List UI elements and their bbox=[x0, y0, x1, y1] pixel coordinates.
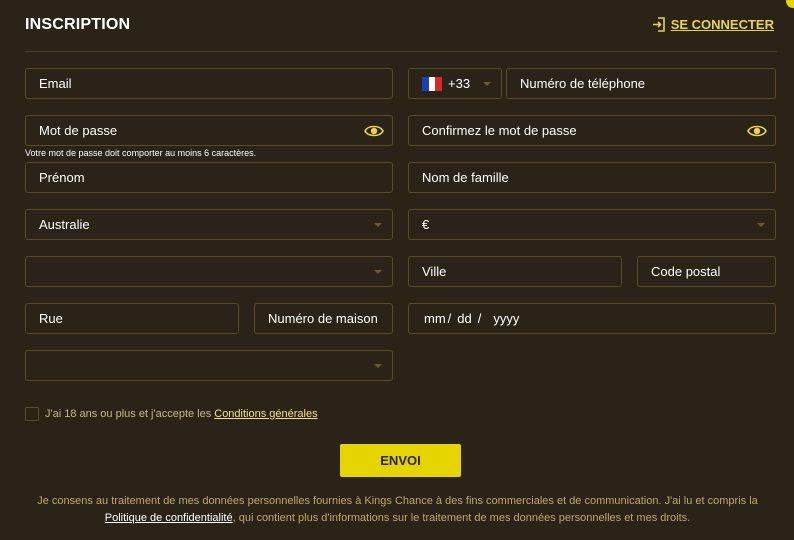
house-number-field[interactable] bbox=[254, 303, 393, 334]
chevron-down-icon bbox=[757, 223, 765, 227]
first-name-field[interactable] bbox=[25, 162, 393, 193]
password-placeholder: Mot de passe bbox=[39, 123, 118, 138]
phone-field[interactable] bbox=[506, 68, 776, 99]
last-name-placeholder: Nom de famille bbox=[422, 170, 509, 185]
chevron-down-icon bbox=[374, 223, 382, 227]
terms-link[interactable]: Conditions générales bbox=[214, 408, 318, 420]
house-number-placeholder: Numéro de maison bbox=[268, 311, 378, 326]
street-field[interactable] bbox=[25, 303, 239, 334]
consent-text-after: , qui contient plus d'informations sur le traitement de mes données personnelles et mes droits. bbox=[232, 512, 691, 524]
chevron-down-icon bbox=[374, 364, 382, 368]
login-label: SE CONNECTER bbox=[670, 17, 774, 32]
login-icon bbox=[652, 17, 665, 32]
terms-row bbox=[25, 407, 318, 421]
chevron-down-icon bbox=[374, 270, 382, 274]
terms-checkbox[interactable] bbox=[25, 407, 39, 421]
privacy-policy-link[interactable]: Politique de confidentialité bbox=[104, 512, 233, 524]
postal-code-placeholder: Code postal bbox=[651, 264, 721, 279]
password-confirm-field[interactable] bbox=[408, 115, 776, 146]
currency-value: € bbox=[422, 217, 430, 232]
country-code-select[interactable] bbox=[408, 68, 502, 99]
first-name-placeholder: Prénom bbox=[39, 170, 85, 185]
country-value: Australie bbox=[39, 217, 90, 232]
city-placeholder: Ville bbox=[422, 264, 447, 279]
password-confirm-placeholder: Confirmez le mot de passe bbox=[422, 123, 577, 138]
consent-text-before: Je consens au traitement de mes données personnelles fournies à Kings Chance à des fins commerciales et de communication. J'ai lu et compris la bbox=[37, 495, 758, 507]
dob-day: dd bbox=[457, 311, 472, 326]
page-title: INSCRIPTION bbox=[25, 16, 131, 33]
password-hint: Votre mot de passe doit comporter au moins 6 caractères. bbox=[25, 148, 257, 158]
eye-icon[interactable] bbox=[364, 123, 384, 139]
france-flag-icon bbox=[422, 77, 442, 91]
country-code-value: +33 bbox=[448, 76, 471, 91]
dob-year: yyyy bbox=[493, 311, 520, 326]
country-select[interactable] bbox=[25, 209, 393, 240]
region-select[interactable] bbox=[25, 256, 393, 287]
postal-code-field[interactable] bbox=[637, 256, 776, 287]
dob-sep-2: / bbox=[477, 311, 482, 326]
eye-icon[interactable] bbox=[747, 123, 767, 139]
date-of-birth-field[interactable] bbox=[408, 303, 776, 334]
extra-select[interactable] bbox=[25, 350, 393, 381]
chevron-down-icon bbox=[483, 82, 491, 86]
submit-button[interactable]: ENVOI bbox=[340, 444, 461, 477]
city-field[interactable] bbox=[408, 256, 622, 287]
phone-placeholder: Numéro de téléphone bbox=[520, 76, 646, 91]
login-link[interactable] bbox=[652, 17, 774, 32]
header bbox=[0, 0, 794, 52]
dob-sep-1: / bbox=[447, 311, 452, 326]
email-field[interactable] bbox=[25, 68, 393, 99]
dob-month: mm bbox=[424, 311, 446, 326]
terms-text: J'ai 18 ans ou plus et j'accepte les bbox=[45, 408, 212, 420]
password-field[interactable] bbox=[25, 115, 393, 146]
street-placeholder: Rue bbox=[39, 311, 63, 326]
header-divider bbox=[25, 51, 777, 52]
consent-text bbox=[25, 493, 770, 527]
last-name-field[interactable] bbox=[408, 162, 776, 193]
currency-select[interactable] bbox=[408, 209, 776, 240]
email-placeholder: Email bbox=[39, 76, 72, 91]
